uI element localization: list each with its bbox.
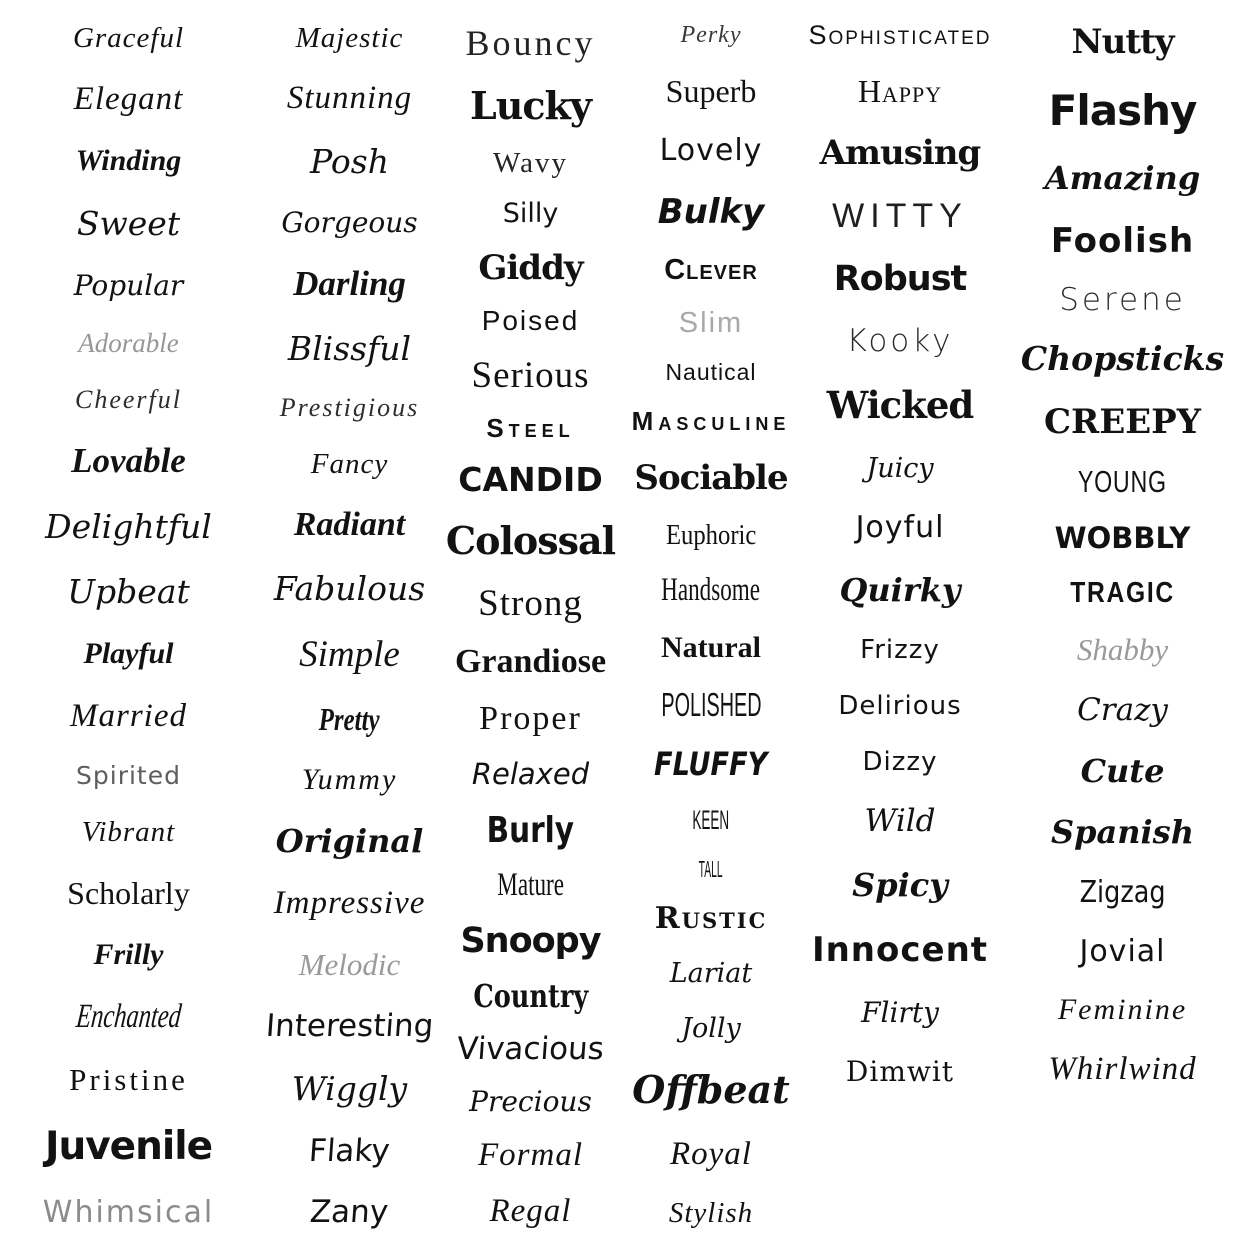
font-sample-word: Nautical [665, 359, 757, 386]
word-row [93, 938, 163, 972]
font-sample-word: Innocent [811, 929, 989, 970]
word-row [78, 328, 179, 359]
word-row [309, 1133, 390, 1169]
word-row [483, 869, 578, 902]
font-sample-word: FLUFFY [654, 745, 768, 784]
font-sample-word: Amazing [1044, 158, 1201, 197]
font-column [803, 14, 997, 1238]
word-row [276, 822, 424, 860]
word-row [292, 1069, 407, 1108]
word-row [71, 441, 186, 481]
word-row [458, 460, 602, 499]
word-row [293, 264, 406, 304]
word-row [856, 510, 945, 545]
font-sample-word: Yummy [301, 763, 398, 796]
word-row [631, 405, 791, 436]
word-row [281, 206, 417, 239]
font-sample-word: Dizzy [862, 747, 938, 778]
font-sample-word: Clever [664, 253, 758, 286]
word-row [678, 306, 744, 339]
font-sample-word: Vibrant [81, 815, 176, 848]
word-row [670, 958, 753, 989]
font-sample-word: Bouncy [465, 23, 596, 63]
word-row [45, 507, 212, 546]
font-sample-word: Scholarly [67, 874, 190, 911]
font-sample-word: Relaxed [471, 756, 590, 791]
word-row [75, 385, 182, 415]
word-row [296, 22, 404, 55]
font-sample-word: Jolly [681, 1012, 741, 1044]
font-sample-word: Frizzy [860, 635, 940, 666]
word-row [472, 757, 589, 791]
font-sample-word: Spirited [76, 760, 181, 790]
word-row [632, 1067, 789, 1112]
font-sample-word: Flirty [861, 995, 939, 1029]
font-sample-word: TALL [699, 855, 723, 882]
word-row [490, 1193, 572, 1230]
font-sample-word: Jovial [1079, 934, 1166, 970]
font-sample-word: Steel [486, 413, 575, 444]
word-row [67, 875, 190, 912]
word-row [1051, 221, 1194, 261]
word-row [288, 329, 411, 368]
word-row [299, 947, 401, 983]
font-sample-word: Stylish [668, 1196, 754, 1229]
font-sample-word: Royal [670, 1136, 752, 1173]
font-sample-word: Spicy [852, 865, 948, 904]
font-sample-word: Kooky [846, 322, 954, 359]
word-row [860, 635, 940, 665]
word-row [472, 354, 590, 397]
font-sample-word: Nutty [1071, 22, 1174, 62]
font-sample-word: Burly [486, 809, 575, 851]
word-row [70, 698, 187, 735]
word-row [311, 448, 388, 481]
font-sample-word: Natural [661, 630, 761, 664]
word-row [640, 574, 781, 607]
font-sample-word: Handsome [661, 572, 761, 609]
word-row [1072, 22, 1174, 62]
font-sample-word: Happy [857, 73, 943, 110]
word-row [82, 816, 175, 849]
font-sample-word: Prestigious [279, 393, 420, 422]
font-sample-word: Zigzag [1079, 875, 1166, 911]
word-row [1079, 934, 1165, 969]
word-row [666, 73, 757, 110]
font-sample-word: Whirlwind [1048, 1050, 1197, 1087]
font-sample-word: Sociable [634, 457, 788, 498]
word-row [294, 506, 405, 544]
word-row [1055, 521, 1191, 555]
font-column [619, 14, 803, 1238]
word-row [477, 810, 584, 851]
font-sample-word: Euphoric [665, 519, 757, 552]
word-row [460, 921, 600, 961]
font-sample-word: Impressive [273, 885, 426, 921]
font-sample-word: Stunning [286, 80, 413, 116]
word-row [808, 22, 991, 49]
word-row [1048, 1051, 1196, 1088]
font-sample-word: Colossal [445, 517, 616, 563]
word-row [1059, 281, 1186, 318]
word-row [1051, 813, 1194, 851]
word-row [479, 700, 582, 738]
font-sample-word: Wild [864, 803, 936, 840]
word-row [478, 1137, 583, 1174]
font-sample-word: Flashy [1048, 85, 1197, 135]
word-row [69, 1062, 188, 1098]
font-sample-word: CANDID [458, 460, 603, 499]
word-row [834, 259, 967, 299]
word-row [310, 701, 388, 738]
word-row [486, 413, 575, 444]
word-row [865, 803, 936, 839]
font-sample-word: Cheerful [75, 385, 182, 415]
font-sample-word: Chopsticks [1020, 339, 1225, 379]
word-row [76, 761, 181, 790]
word-row [478, 582, 583, 625]
font-sample-word: Spanish [1051, 813, 1194, 852]
word-row [661, 631, 761, 665]
font-sample-word: Crazy [1077, 691, 1168, 728]
word-row [827, 383, 974, 427]
font-sample-word: Juicy [866, 452, 934, 484]
word-row [469, 1085, 592, 1118]
font-sample-word: Married [70, 697, 187, 734]
font-sample-word: Joyful [855, 509, 945, 545]
word-row [857, 73, 943, 110]
word-row [457, 1031, 604, 1067]
word-row [846, 1055, 954, 1088]
word-row [56, 998, 201, 1036]
font-sample-word: Melodic [298, 947, 401, 982]
word-row [481, 304, 580, 336]
word-row [266, 1008, 433, 1044]
word-row [74, 81, 184, 118]
word-row [1077, 632, 1168, 668]
font-sample-word: Serious [471, 354, 590, 396]
font-sample-word: Fabulous [273, 569, 426, 608]
font-sample-word: Pretty [319, 701, 380, 737]
font-sample-word: WOBBLY [1054, 521, 1191, 555]
font-sample-word: Amusing [819, 133, 981, 174]
font-sample-word: YOUNG [1077, 464, 1168, 500]
word-row [1049, 86, 1197, 135]
font-sample-word: WITTY [832, 197, 968, 236]
font-sample-word: Slim [678, 306, 744, 339]
word-row [684, 855, 737, 882]
font-sample-word: Wiggly [291, 1069, 408, 1108]
word-row [1058, 993, 1187, 1027]
word-row [1081, 752, 1165, 790]
font-sample-word: Proper [479, 700, 582, 737]
font-column [0, 14, 257, 1238]
word-row [459, 976, 603, 1015]
font-sample-word: Sophisticated [808, 20, 992, 50]
font-sample-word: Giddy [478, 248, 583, 288]
font-sample-word: Perky [680, 22, 742, 48]
font-sample-word: Robust [833, 259, 967, 300]
font-column [997, 14, 1248, 1238]
font-sample-word: Snoopy [460, 921, 601, 961]
word-row [866, 453, 933, 484]
word-row [1044, 402, 1201, 442]
word-row [660, 133, 763, 168]
word-row [67, 572, 190, 611]
font-sample-word: Rustic [654, 901, 768, 937]
word-row [74, 269, 184, 302]
word-row [838, 691, 961, 721]
font-sample-word: Enchanted [74, 997, 183, 1035]
word-row [812, 930, 988, 970]
word-row [840, 571, 961, 609]
word-row [820, 133, 981, 173]
font-sample-word: Shabby [1076, 631, 1169, 667]
font-sample-word: Fancy [310, 448, 389, 480]
font-sample-word: Superb [665, 72, 757, 109]
font-sample-word: Simple [299, 634, 400, 675]
word-row [287, 80, 412, 117]
word-row [1021, 339, 1224, 378]
font-sample-word: TRAGIC [1070, 576, 1175, 609]
font-sample-word: Quirky [839, 570, 961, 609]
word-row [832, 197, 968, 236]
font-sample-word: Lovely [659, 133, 763, 169]
font-sample-word: Country [473, 976, 588, 1015]
word-row [1061, 576, 1184, 609]
word-row [681, 1013, 741, 1044]
font-sample-word: Majestic [295, 22, 404, 54]
word-row [665, 361, 756, 384]
font-sample-word: Darling [293, 264, 406, 303]
word-row [302, 763, 398, 797]
font-sample-word: Winding [75, 144, 182, 178]
font-sample-word: Pristine [69, 1061, 188, 1097]
word-row [503, 198, 559, 229]
font-sample-word: Blissful [287, 329, 412, 368]
word-row [628, 686, 795, 724]
word-row [77, 204, 180, 243]
font-sample-word: Grandiose [454, 643, 607, 681]
font-sample-word: Lovable [71, 441, 186, 481]
word-row [644, 745, 777, 783]
font-sample-word: Cute [1080, 751, 1165, 790]
word-row [664, 253, 758, 286]
font-sample-word: Elegant [73, 81, 184, 118]
word-row [846, 322, 954, 359]
word-row [658, 192, 765, 232]
word-row [299, 633, 400, 676]
font-sample-word: Lucky [470, 82, 591, 128]
font-sample-word: Dimwit [845, 1054, 955, 1088]
word-row [674, 804, 748, 835]
font-sample-word: Poised [481, 304, 580, 336]
word-row [478, 248, 582, 288]
word-row [73, 22, 184, 55]
word-row [1077, 692, 1168, 728]
font-sample-word: Formal [478, 1137, 583, 1173]
word-row [493, 147, 568, 180]
word-row [470, 83, 591, 128]
font-column [257, 14, 442, 1238]
word-row [681, 22, 742, 49]
font-sample-word: Feminine [1057, 993, 1188, 1026]
font-sample-word: KEEN [692, 804, 730, 835]
font-sample-word: Upbeat [67, 572, 190, 612]
font-sample-word: Popular [73, 269, 184, 303]
word-row [852, 866, 948, 904]
font-sample-word: Sweet [76, 204, 181, 244]
font-sample-word: Graceful [72, 22, 185, 54]
word-row [1045, 159, 1200, 197]
font-sample-word: Radiant [293, 506, 406, 543]
word-row [43, 1195, 214, 1230]
word-row [76, 144, 182, 178]
word-row [310, 142, 389, 181]
font-sample-word: CREEPY [1044, 402, 1201, 443]
word-row [658, 521, 764, 550]
font-sample-word: Wicked [826, 382, 974, 427]
font-sample-word: Serene [1059, 281, 1186, 318]
word-row [861, 996, 939, 1029]
font-sample-word: Interesting [264, 1008, 435, 1044]
font-sample-word: POLISHED [660, 686, 762, 724]
font-sample-word: Bulky [657, 192, 765, 233]
font-sample-word: Offbeat [632, 1067, 790, 1113]
font-sample-word: Vivacious [455, 1030, 606, 1067]
font-sample-word: Wavy [493, 146, 568, 179]
font-sample-word: Playful [83, 637, 174, 671]
word-row [669, 1197, 753, 1230]
word-row [310, 1194, 388, 1230]
font-sample-word: Original [275, 822, 424, 860]
font-column [442, 14, 619, 1238]
font-sample-word: Regal [489, 1192, 572, 1229]
word-row [1063, 464, 1182, 500]
font-sample-word: Zany [309, 1194, 390, 1230]
word-row [274, 569, 425, 608]
word-row [634, 458, 787, 498]
font-sample-word: Silly [502, 198, 559, 230]
font-sample-word: Lariat [669, 957, 753, 989]
font-sample-word: Posh [310, 142, 389, 181]
word-row [863, 747, 938, 777]
word-row [670, 1136, 752, 1173]
word-row [455, 643, 606, 681]
font-sample-word: Frilly [93, 937, 164, 971]
font-sample-word: Juvenile [44, 1123, 213, 1169]
word-row [446, 518, 615, 563]
font-sample-word: Masculine [631, 405, 791, 436]
font-sample-word: Flaky [307, 1133, 392, 1169]
word-row [274, 885, 426, 922]
word-row [466, 22, 596, 64]
word-row [280, 393, 419, 423]
font-sample-word: Mature [497, 867, 564, 904]
word-row [654, 901, 768, 937]
font-sample-word: Gorgeous [281, 206, 418, 239]
font-sample-word: Adorable [78, 328, 179, 359]
font-sample-word: Delirious [838, 691, 962, 722]
font-sample-word: Precious [469, 1085, 592, 1119]
font-sample-word: Delightful [45, 507, 212, 547]
font-sample-word: Strong [478, 582, 583, 624]
font-sample-word: Foolish [1050, 220, 1195, 261]
word-row [1072, 875, 1173, 910]
font-sample-word: Whimsical [42, 1194, 215, 1230]
word-row [84, 637, 174, 671]
word-row [45, 1124, 212, 1169]
